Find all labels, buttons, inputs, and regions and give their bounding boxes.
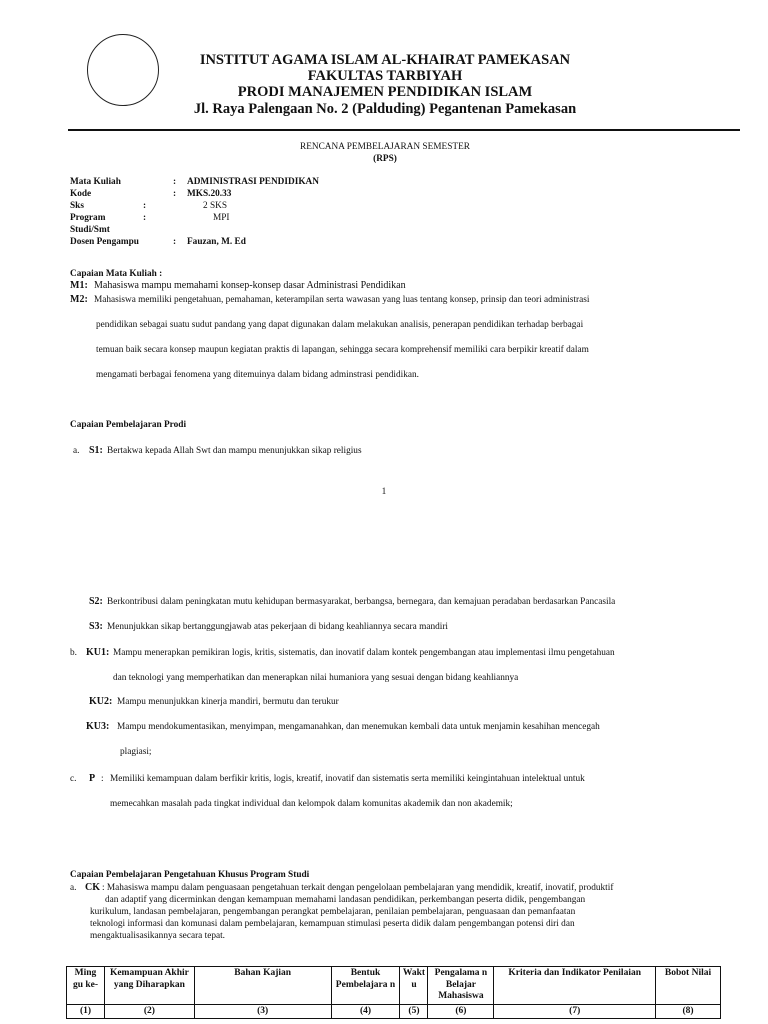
col-number: (2): [104, 1004, 194, 1019]
table-header-row: [67, 967, 721, 1005]
info-colon-dosen: :: [173, 237, 177, 247]
col-header-bentuk: Bentuk Pembelajara n: [331, 967, 400, 1005]
ku3-label: KU3:: [86, 721, 110, 732]
m2-label: M2:: [70, 294, 88, 305]
col-header-waktu: Wakt u: [400, 967, 428, 1005]
m2-text-line2: pendidikan sebagai suatu sudut pandang yang dapat digunakan dalam melakukan analisis, penerapan pendidikan terhadap berbagai: [96, 320, 584, 330]
capaian-mk-heading: Capaian Mata Kuliah :: [70, 269, 163, 279]
col-number: (3): [194, 1004, 331, 1019]
col-number: (4): [331, 1004, 400, 1019]
ku1-text-line2: dan teknologi yang memperhatikan dan menerapkan nilai humaniora yang sesuai dengan bidang keahliannya: [113, 673, 519, 683]
s2-text: Berkontribusi dalam peningkatan mutu kehidupan bermasyarakat, berbangsa, bernegara, dan kemajuan peradaban berdasarkan Pancasila: [107, 597, 616, 607]
p-text-line2: memecahkan masalah pada tingkat individual dan kelompok dalam komunitas akademik dan non akademik;: [110, 799, 513, 809]
ck-text-line3: kurikulum, landasan pembelajaran, pengembangan perangkat pembelajaran, penilaian pembelajaran, penguasaan dan pemanfaatan: [90, 907, 576, 917]
header-divider: [68, 129, 740, 131]
col-header-kemampuan: Kemampuan Akhir yang Diharapkan: [104, 967, 194, 1005]
s1-label: S1:: [89, 445, 103, 456]
header-program: PRODI MANAJEMEN PENDIDIKAN ISLAM: [237, 84, 533, 100]
info-label-dosen: Dosen Pengampu: [70, 237, 139, 247]
s3-text: Menunjukkan sikap bertanggungjawab atas pekerjaan di bidang keahliannya secara mandiri: [107, 622, 449, 632]
page-number: 1: [381, 487, 387, 497]
m1-text: Mahasiswa mampu memahami konsep-konsep dasar Administrasi Pendidikan: [94, 280, 406, 291]
col-header-bobot: Bobot Nilai: [656, 967, 721, 1005]
info-label-sks: Sks: [70, 201, 84, 211]
list-marker-c: c.: [70, 774, 77, 784]
col-number: (1): [67, 1004, 105, 1019]
ck-text: : Mahasiswa mampu dalam penguasaan pengetahuan terkait dengan pengelolaan pembelajaran yang mendidik, kreatif, inovatif, produktif: [102, 883, 614, 893]
col-header-pengalaman: Pengalama n Belajar Mahasiswa: [428, 967, 494, 1005]
col-header-kriteria: Kriteria dan Indikator Penilaian: [494, 967, 656, 1005]
ck-text-line2: dan adaptif yang dicerminkan dengan kemampuan memahami landasan pendidikan, perkembangan peserta didik, pengembangan: [105, 895, 586, 905]
list-marker-a-khusus: a.: [70, 883, 77, 893]
info-value-dosen: Fauzan, M. Ed: [187, 237, 246, 247]
p-colon: :: [101, 774, 104, 784]
info-value-kode: MKS.20.33: [187, 189, 232, 199]
header-address: Jl. Raya Palengaan No. 2 (Palduding) Pegantenan Pamekasan: [193, 101, 577, 117]
list-marker-a: a.: [73, 446, 80, 456]
ku1-text: Mampu menerapkan pemikiran logis, kritis, sistematis, dan inovatif dalam kontek pengembangan atau implementasi ilmu pengetahuan: [113, 648, 615, 658]
doc-title-abbrev: (RPS): [373, 154, 397, 164]
ck-label: CK: [85, 882, 100, 893]
ck-text-line4: teknologi informasi dan komunasi dalam pembelajaran, kemampuan stimulasi peserta didik dalam pengembangan potensi diri dan: [90, 919, 575, 929]
institution-logo-placeholder: [87, 34, 159, 106]
rps-table: [66, 966, 721, 1019]
info-label-mk: Mata Kuliah: [70, 177, 121, 187]
m2-text: Mahasiswa memiliki pengetahuan, pemahaman, keterampilan serta wawasan yang luas tentang konsep, prinsip dan teori administrasi: [94, 295, 590, 305]
info-colon-kode: :: [173, 189, 177, 199]
info-label-kode: Kode: [70, 189, 92, 199]
info-value-prodi: MPI: [213, 213, 230, 223]
ku2-label: KU2:: [89, 696, 113, 707]
info-colon-sks: :: [143, 201, 147, 211]
capaian-khusus-heading: Capaian Pembelajaran Pengetahuan Khusus Program Studi: [70, 870, 310, 880]
p-label: P: [89, 773, 96, 784]
col-header-minggu: Ming gu ke-: [67, 967, 105, 1005]
info-colon-mk: :: [173, 177, 177, 187]
ck-text-line5: mengaktualisasikannya secara tepat.: [90, 931, 226, 941]
info-colon-prodi: :: [143, 213, 147, 223]
p-text: Memiliki kemampuan dalam berfikir kritis, logis, kreatif, inovatif dan sistematis serta memiliki keingintahuan intelektual untuk: [110, 774, 585, 784]
m1-label: M1:: [70, 280, 88, 291]
header-institution: INSTITUT AGAMA ISLAM AL-KHAIRAT PAMEKASAN: [199, 52, 571, 68]
ku3-text: Mampu mendokumentasikan, menyimpan, mengamanahkan, dan menemukan kembali data untuk menjamin kesahihan mencegah: [117, 722, 600, 732]
list-marker-b: b.: [70, 648, 77, 658]
ku3-text-line2: plagiasi;: [120, 747, 152, 757]
m2-text-line4: mengamati berbagai fenomena yang ditemuinya dalam bidang adminstrasi pendidikan.: [96, 370, 419, 380]
info-value-sks: 2 SKS: [203, 201, 228, 211]
col-number: (8): [656, 1004, 721, 1019]
col-number: (7): [494, 1004, 656, 1019]
header-faculty: FAKULTAS TARBIYAH: [307, 68, 463, 84]
info-value-mk: ADMINISTRASI PENDIDIKAN: [187, 177, 319, 187]
col-number: (6): [428, 1004, 494, 1019]
m2-text-line3: temuan baik secara konsep maupun kegiatan praktis di lapangan, sehingga secara komprehensif memiliki cara berpikir kreatif dalam: [96, 345, 589, 355]
capaian-prodi-heading: Capaian Pembelajaran Prodi: [70, 420, 187, 430]
col-number: (5): [400, 1004, 428, 1019]
doc-title: RENCANA PEMBELAJARAN SEMESTER: [300, 142, 470, 152]
ku2-text: Mampu menunjukkan kinerja mandiri, bermutu dan terukur: [117, 697, 339, 707]
table-number-row: [67, 1004, 721, 1019]
col-header-bahan: Bahan Kajian: [194, 967, 331, 1005]
s3-label: S3:: [89, 621, 103, 632]
s2-label: S2:: [89, 596, 103, 607]
ku1-label: KU1:: [86, 647, 110, 658]
info-label-prodi: Program Studi/Smt: [70, 213, 110, 235]
s1-text: Bertakwa kepada Allah Swt dan mampu menunjukkan sikap religius: [107, 446, 362, 456]
